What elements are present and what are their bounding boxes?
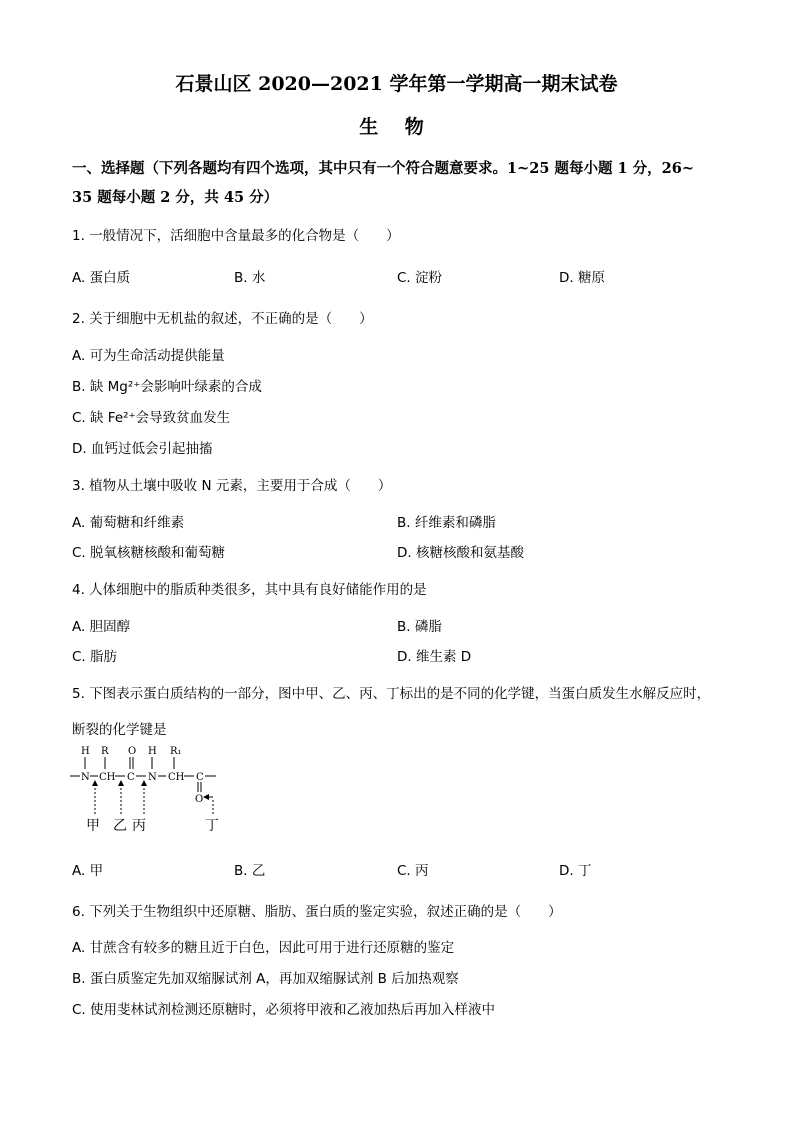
- atom-n-1: N: [81, 772, 90, 783]
- question-2-option-c: C. 缺 Fe²⁺会导致贫血发生: [72, 410, 231, 426]
- atom-h-2: H: [148, 746, 157, 757]
- question-6-stem: 6. 下列关于生物组织中还原糖、脂肪、蛋白质的鉴定实验，叙述正确的是（ ）: [72, 904, 562, 920]
- subject-title: 生 物: [359, 116, 434, 138]
- bond-label-bing: 丙: [132, 818, 146, 834]
- bond-label-yi: 乙: [113, 818, 127, 834]
- atom-ch-1: CH: [99, 772, 116, 783]
- question-4-option-a: A. 胆固醇: [72, 619, 131, 635]
- question-3-option-c: C. 脱氧核糖核酸和葡萄糖: [72, 545, 226, 561]
- question-2-option-a: A. 可为生命活动提供能量: [72, 348, 225, 364]
- question-6-option-a: A. 甘蔗含有较多的糖且近于白色，因此可用于进行还原糖的鉴定: [72, 940, 455, 956]
- atom-o-top: O: [128, 746, 137, 757]
- page-title: 石景山区 2020—2021 学年第一学期高一期末试卷: [175, 73, 618, 95]
- question-3-stem: 3. 植物从土壤中吸收 N 元素，主要用于合成（ ）: [72, 478, 392, 494]
- question-5-option-d: D. 丁: [559, 863, 592, 879]
- atom-o-bottom: O: [195, 794, 204, 805]
- question-3-option-d: D. 核糖核酸和氨基酸: [397, 545, 524, 561]
- question-6-option-b: B. 蛋白质鉴定先加双缩脲试剂 A，再加双缩脲试剂 B 后加热观察: [72, 971, 459, 987]
- atom-ch-2: CH: [168, 772, 185, 783]
- question-1-option-c: C. 淀粉: [397, 270, 443, 286]
- question-3-option-a: A. 葡萄糖和纤维素: [72, 515, 185, 531]
- atom-r: R: [101, 746, 109, 757]
- question-5-stem-continued: 断裂的化学键是: [72, 722, 167, 738]
- question-5-stem: 5. 下图表示蛋白质结构的一部分，图中甲、乙、丙、丁标出的是不同的化学键，当蛋白质发生水解反应时，: [72, 686, 711, 702]
- atom-n-2: N: [148, 772, 157, 783]
- question-4-option-d: D. 维生素 D: [397, 649, 472, 665]
- section-heading-line1: 一、选择题（下列各题均有四个选项，其中只有一个符合题意要求。1~25 题每小题 1 分，26~: [72, 160, 694, 177]
- question-4-option-c: C. 脂肪: [72, 649, 118, 665]
- question-2-stem: 2. 关于细胞中无机盐的叙述，不正确的是（ ）: [72, 311, 373, 327]
- question-1-option-d: D. 糖原: [559, 270, 605, 286]
- bond-label-ding: 丁: [205, 818, 219, 834]
- question-1-option-b: B. 水: [234, 270, 266, 286]
- question-2-option-d: D. 血钙过低会引起抽搐: [72, 441, 213, 457]
- atom-c-2: C: [196, 772, 204, 783]
- bond-label-jia: 甲: [86, 818, 100, 834]
- question-1-stem: 1. 一般情况下，活细胞中含量最多的化合物是（ ）: [72, 228, 400, 244]
- section-heading-line2: 35 题每小题 2 分，共 45 分）: [72, 189, 279, 206]
- question-5-option-b: B. 乙: [234, 863, 266, 879]
- atom-h-1: H: [81, 746, 90, 757]
- question-2-option-b: B. 缺 Mg²⁺会影响叶绿素的合成: [72, 379, 262, 395]
- question-1-option-a: A. 蛋白质: [72, 270, 131, 286]
- question-5-option-a: A. 甲: [72, 863, 104, 879]
- peptide-structure-figure: [68, 742, 238, 834]
- question-3-option-b: B. 纤维素和磷脂: [397, 515, 496, 531]
- question-5-option-c: C. 丙: [397, 863, 429, 879]
- atom-r1: R₁: [170, 746, 182, 757]
- atom-c-1: C: [127, 772, 135, 783]
- question-4-option-b: B. 磷脂: [397, 619, 442, 635]
- question-4-stem: 4. 人体细胞中的脂质种类很多，其中具有良好储能作用的是: [72, 582, 427, 598]
- question-6-option-c: C. 使用斐林试剂检测还原糖时，必须将甲液和乙液加热后再加入样液中: [72, 1002, 496, 1018]
